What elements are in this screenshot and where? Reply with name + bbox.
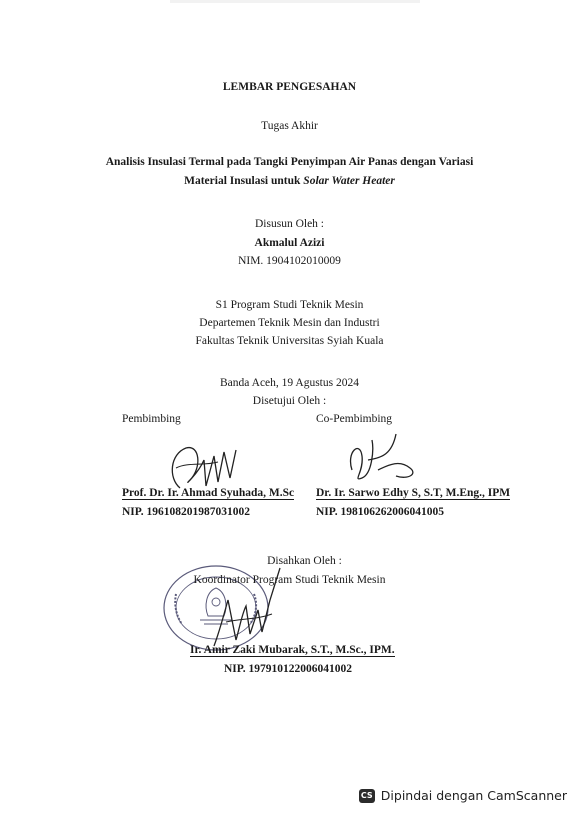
approved-by-label: Disetujui Oleh : [252,395,327,407]
supervisor-role: Pembimbing [122,413,181,425]
coordinator-nip: NIP. 197910122006041002 [224,663,352,675]
scan-edge-mark [170,0,420,3]
supervisor-name: Prof. Dr. Ir. Ahmad Syuhada, M.Sc [122,487,295,499]
scanner-watermark [359,788,567,803]
ratified-by-label: Disahkan Oleh : [267,555,342,567]
thesis-title-line1: Analisis Insulasi Termal pada Tangki Penyimpan Air Panas dengan Variasi [105,156,474,168]
faculty: Fakultas Teknik Universitas Syiah Kuala [195,335,384,347]
thesis-title-italic: Solar Water Heater [303,175,395,187]
thesis-title-line2: Material Insulasi untuk Solar Water Heater [184,175,395,187]
department: Departemen Teknik Mesin dan Industri [199,317,380,329]
page-title: LEMBAR PENGESAHAN [222,81,357,93]
author-nim: NIM. 1904102010009 [238,255,341,267]
co-supervisor-role: Co-Pembimbing [316,413,393,425]
watermark-text: Dipindai dengan CamScanner [380,788,567,803]
co-supervisor-name: Dr. Ir. Sarwo Edhy S, S.T, M.Eng., IPM [316,487,511,499]
author-name: Akmalul Azizi [254,237,325,249]
co-supervisor-nip: NIP. 198106262006041005 [316,506,444,518]
study-program: S1 Program Studi Teknik Mesin [215,299,364,311]
place-date: Banda Aceh, 19 Agustus 2024 [220,377,359,389]
author-label: Disusun Oleh : [255,218,324,230]
supervisor-nip: NIP. 196108201987031002 [122,506,250,518]
coordinator-name: Ir. Amir Zaki Mubarak, S.T., M.Sc., IPM. [190,644,395,656]
camscanner-icon: CS [359,789,375,803]
document-type: Tugas Akhir [261,120,318,132]
coordinator-role: Koordinator Program Studi Teknik Mesin [193,574,386,586]
